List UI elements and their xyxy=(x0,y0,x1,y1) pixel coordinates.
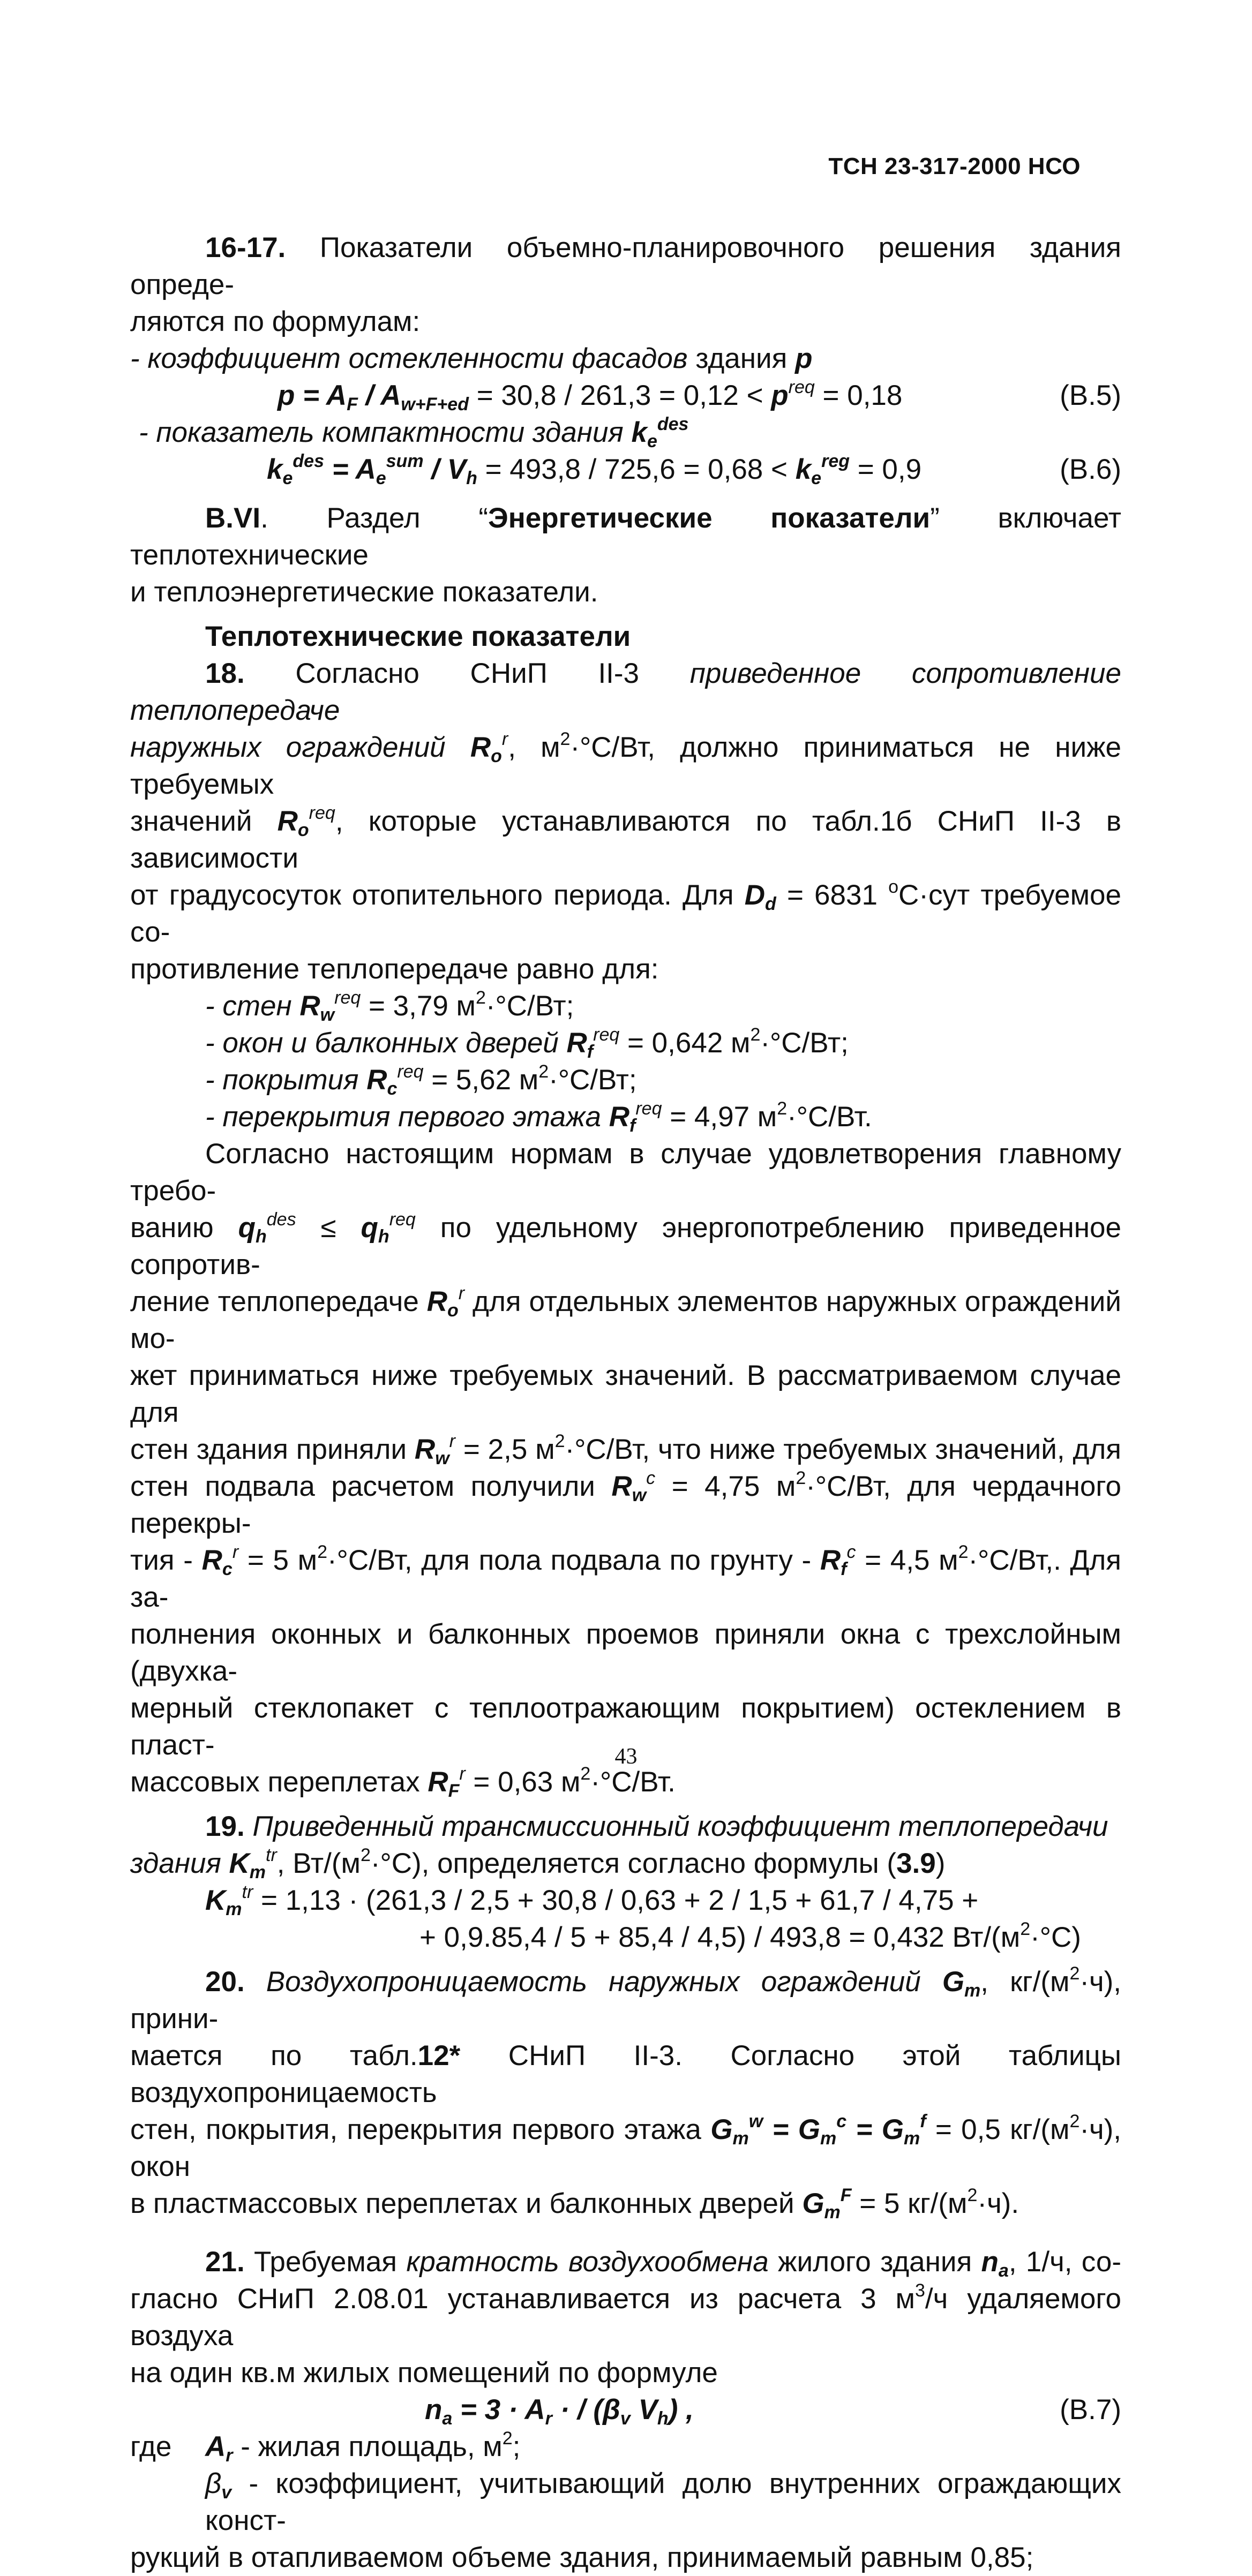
para2-line10: массовых переплетах $R_F^r = 0,63$ $м^2\cdot^\circ С/Вт$. xyxy=(130,1764,676,1801)
section-18-line4: от градусосуток отопительного периода. Для $D_d = 6831$ $^o$С·сут требуемое со- xyxy=(130,877,1121,948)
section-18-line2: наружных ограждений $R_o^r$, $м^2\cdot^\circ С/Вт$, должно приниматься не ниже требуемых xyxy=(130,729,1121,800)
section-bvi-line2: и теплоэнергетические показатели. xyxy=(130,576,598,608)
compactness-label: - показатель компактности здания $k_e^{des}$ xyxy=(139,414,689,451)
section-bvi-number: В.VI xyxy=(205,502,261,534)
section-16-17-line1: 16-17. Показатели объемно-планировочного решения здания опреде- xyxy=(130,232,1121,300)
section-16-17-line2: ляются по формулам: xyxy=(130,306,421,337)
glazing-coefficient-label: - коэффициент остекленности фасадов здания p xyxy=(130,343,813,374)
page-number: 43 xyxy=(614,1744,638,1769)
formula-b7: $n_a = 3 \cdot A_r$ · / ($\beta_v$ $V_h$) , (В.7) xyxy=(130,2391,1121,2428)
section-21-number: 21. xyxy=(205,2246,245,2278)
section-18-line5: противление теплопередаче равно для: xyxy=(130,953,659,985)
formula-number-b6: (В.6) xyxy=(1060,454,1121,485)
para2-line4: жет приниматься ниже требуемых значений. В рассматриваемом случае для xyxy=(130,1360,1121,1428)
section-20-line2: мается по табл.12* СНиП II-3. Согласно этой таблицы воздухопроницаемость xyxy=(130,2040,1121,2108)
where-ar-definition: где $A_r$ - жилая площадь, $м^2$; xyxy=(130,2428,521,2466)
para2-line9: мерный стеклопакет с теплоотражающим покрытием) остеклением в пласт- xyxy=(130,1692,1121,1761)
formula-number-b7: (В.7) xyxy=(1060,2394,1121,2426)
formula-km-line1: $K_m^{tr} = 1,13 \cdot (261,3 / 2,5 + 30,8 / 0,63 + 2 / 1,5 + 61,7 / 4,75$ + xyxy=(205,1882,979,1919)
para2-line3: ление теплопередаче $R_o^r$ для отдельных элементов наружных ограждений мо- xyxy=(130,1283,1121,1354)
section-20-number: 20. xyxy=(205,1966,245,1998)
document-body xyxy=(130,229,1121,2576)
para2-line7: тия - $R_c^r = 5$ $м^2\cdot^\circ С/Вт$, для пола подвала по грунту - $R_f^c = 4,5$ $м^2\cdot^\circ С/Вт$,. Для за- xyxy=(130,1542,1122,1613)
section-18-line1: 18. Согласно СНиП II-3 приведенное сопротивление теплопередаче xyxy=(130,658,1121,726)
windows-requirement: - окон и балконных дверей $R_f^{req} = 0,642$ $м^2\cdot^\circ С/Вт$; xyxy=(205,1025,849,1062)
section-20-line1: 20. Воздухопроницаемость наружных ограждений $G_m$, $кг/(м^2\cdot ч)$, прини- xyxy=(130,1963,1122,2035)
section-21-line1: 21. Требуемая кратность воздухообмена жилого здания $n_a$, 1/ч, со- xyxy=(205,2246,1121,2281)
section-21-line2: гласно СНиП 2.08.01 устанавливается из расчета 3 $м^3/ч$ удаляемого воздуха xyxy=(130,2280,1121,2352)
section-20-line4: в пластмассовых переплетах и балконных дверей $G_m^F = 5$ $кг/(м^2\cdot ч)$. xyxy=(130,2185,1019,2223)
para2-line6: стен подвала расчетом получили $R_w^c = 4,75$ $м^2\cdot^\circ С/Вт$, для чердачного перекры- xyxy=(130,1468,1122,1539)
formula-b5: $p = A_F / A_{w+F+ed} = 30,8 / 261,3 = 0,12 < p^{req} = 0,18$ (В.5) xyxy=(278,377,1121,415)
section-21-line3: на один кв.м жилых помещений по формуле xyxy=(130,2357,718,2389)
para2-line1: Согласно настоящим нормам в случае удовлетворения главному требо- xyxy=(130,1138,1121,1207)
section-19-line1: 19. Приведенный трансмиссионный коэффициент теплопередачи xyxy=(205,1811,1108,1842)
section-bvi-line1: В.VI. Раздел “Энергетические показатели” включает теплотехнические xyxy=(130,502,1121,571)
formula-b6: $k_e^{des} = A_e^{sum} / V_h = 493,8 / 725,6 = 0,68 < k_e^{reg} = 0,9$ (В.6) xyxy=(267,451,1121,488)
para2-line8: полнения оконных и балконных проемов приняли окна с трехслойным (двухка- xyxy=(130,1618,1121,1687)
first-floor-requirement: - перекрытия первого этажа $R_f^{req} = 4,97$ $м^2\cdot^\circ С/Вт$. xyxy=(205,1098,872,1136)
section-19-number: 19. xyxy=(205,1811,245,1842)
section-19-line2: здания $K_m^{tr}$, $Вт/(м^2\cdot^\circ С)$, определяется согласно формулы (3.9) xyxy=(130,1845,946,1882)
walls-requirement: - стен $R_w^{req} = 3,79$ $м^2\cdot^\circ С/Вт$; xyxy=(205,988,574,1025)
beta-definition-line2: рукций в отапливаемом объеме здания, принимаемый равным 0,85; xyxy=(130,2542,1034,2573)
section-heading: Теплотехнические показатели xyxy=(205,621,631,652)
formula-km-line2: + 0,9.85,4 / 5 + 85,4 / 4,5) / 493,8 = 0,432 $Вт/(м^2\cdot^\circ С)$ xyxy=(419,1919,1081,1953)
roof-requirement: - покрытия $R_c^{req} = 5,62$ $м^2\cdot^\circ С/Вт$; xyxy=(205,1061,637,1099)
section-20-line3: стен, покрытия, перекрытия первого этажа $G_m^w = G_m^c = G_m^f = 0,5$ $кг/(м^2\cdot ч)$, окон xyxy=(130,2111,1122,2182)
document-code: ТСН 23-317-2000 НСО xyxy=(828,153,1081,179)
para2-line2: ванию $q_h^{des} \le q_h^{req}$ по удельному энергопотреблению приведенное сопротив- xyxy=(130,1209,1122,1281)
formula-number-b5: (В.5) xyxy=(1060,380,1121,411)
para2-line5: стен здания приняли $R_w^r = 2,5$ $м^2\cdot^\circ С/Вт$, что ниже требуемых значений, для xyxy=(130,1431,1121,1468)
section-18-line3: значений $R_o^{req}$, которые устанавливаются по табл.1б СНиП II-3 в зависимости xyxy=(130,803,1121,874)
section-16-17-number: 16-17. xyxy=(205,232,286,263)
section-18-number: 18. xyxy=(205,658,245,689)
beta-definition-line1: $\beta_v$ - коэффициент, учитывающий долю внутренних ограждающих конст- xyxy=(205,2468,1121,2536)
